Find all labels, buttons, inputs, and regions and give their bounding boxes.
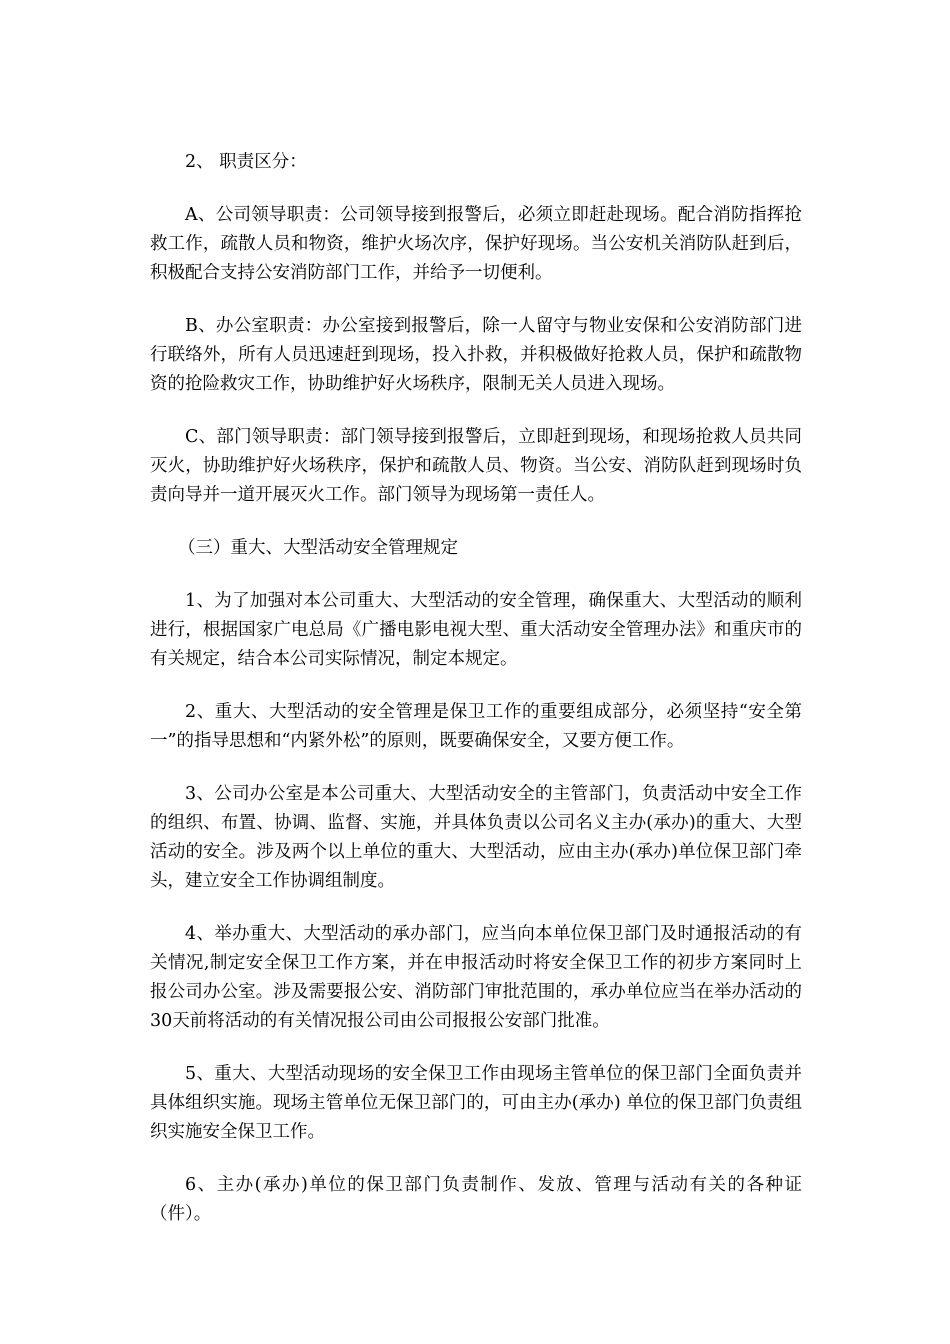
paragraph-office-duty: B、办公室职责：办公室接到报警后，除一人留守与物业安保和公安消防部门进行联络外，所有人员迅速赶到现场，投入扑救，并积极做好抢救人员，保护和疏散物资的抢险救灾工作，协助维护好火场秩序，限制无关人员进入现场。 [150,316,802,394]
subheading-duty-division: 2、 职责区分： [185,152,307,172]
section-heading-major-events: （三）重大、大型活动安全管理规定 [178,538,458,558]
paragraph-rule-1: 1、为了加强对本公司重大、大型活动的安全管理，确保重大、大型活动的顺利进行，根据国家广电总局《广播电影电视大型、重大活动安全管理办法》和重庆市的有关规定，结合本公司实际情况，制定本规定。 [150,591,802,669]
paragraph-rule-4: 4、举办重大、大型活动的承办部门，应当向本单位保卫部门及时通报活动的有关情况,制定安全保卫工作方案，并在申报活动时将安全保卫工作的初步方案同时上报公司办公室。涉及需要报公安、消防部门审批范围的，承办单位应当在举办活动的30天前将活动的有关情况报公司由公司报报公安部门批准。 [150,924,802,1031]
paragraph-department-leader-duty: C、部门领导职责：部门领导接到报警后，立即赶到现场，和现场抢救人员共同灭火，协助维护好火场秩序，保护和疏散人员、物资。当公安、消防队赶到现场时负责向导并一道开展灭火工作。部门领导为现场第一责任人。 [150,427,802,505]
paragraph-rule-2: 2、重大、大型活动的安全管理是保卫工作的重要组成部分，必须坚持“安全第一”的指导思想和“内紧外松”的原则，既要确保安全，又要方便工作。 [150,702,802,751]
paragraph-company-leader-duty: A、公司领导职责：公司领导接到报警后，必须立即赶赴现场。配合消防指挥抢救工作，疏散人员和物资，维护火场次序，保护好现场。当公安机关消防队赶到后，积极配合支持公安消防部门工作，并给予一切便利。 [150,205,802,283]
document-page [150,148,802,1253]
paragraph-rule-3: 3、公司办公室是本公司重大、大型活动安全的主管部门，负责活动中安全工作的组织、布置、协调、监督、实施，并具体负责以公司名义主办(承办)的重大、大型活动的安全。涉及两个以上单位的重大、大型活动，应由主办(承办)单位保卫部门牵头，建立安全工作协调组制度。 [150,784,802,891]
paragraph-rule-5: 5、重大、大型活动现场的安全保卫工作由现场主管单位的保卫部门全面负责并具体组织实施。现场主管单位无保卫部门的，可由主办(承办) 单位的保卫部门负责组织实施安全保卫工作。 [150,1064,802,1142]
paragraph-rule-6: 6、主办(承办)单位的保卫部门负责制作、发放、管理与活动有关的各种证（件）。 [150,1175,802,1224]
